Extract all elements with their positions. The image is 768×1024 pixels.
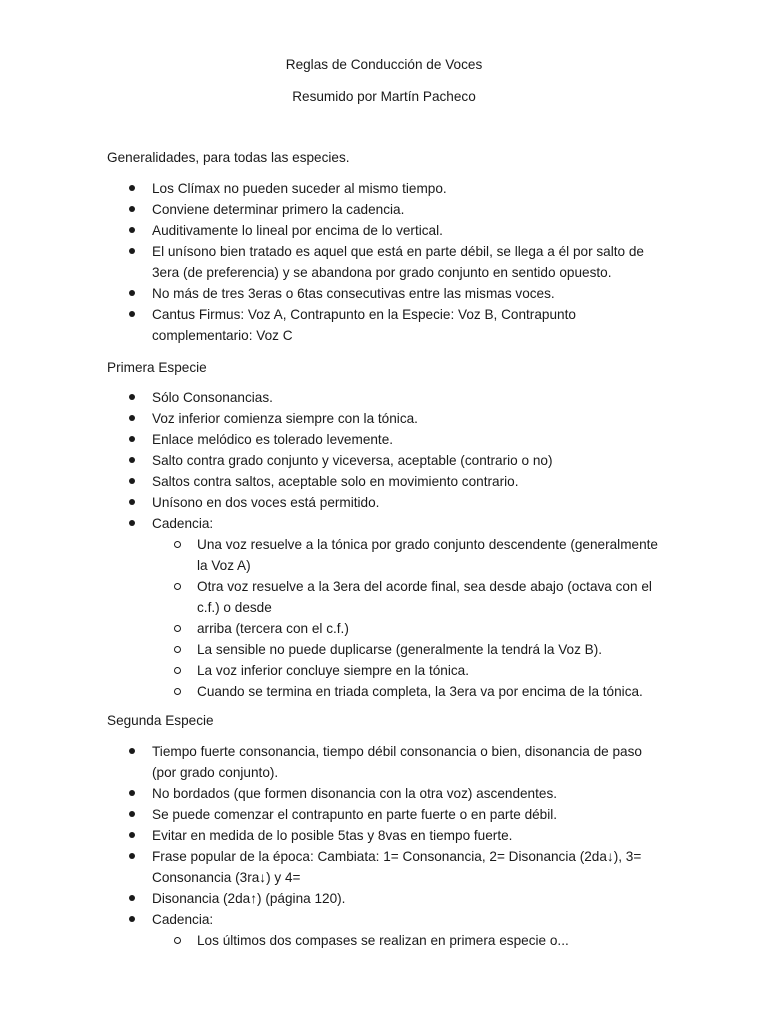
list-item: No bordados (que formen disonancia con la otra voz) ascendentes. — [0, 783, 768, 804]
sub-list-item: La voz inferior concluye siempre en la tónica. — [197, 660, 658, 681]
cadencia-sublist-segunda — [152, 930, 658, 951]
sub-list-item: Cuando se termina en triada completa, la 3era va por encima de la tónica. — [197, 681, 658, 702]
primera-especie-list — [0, 387, 768, 702]
bullet-icon — [129, 457, 135, 463]
bullet-icon — [129, 185, 135, 191]
bullet-icon — [129, 415, 135, 421]
list-item: Salto contra grado conjunto y viceversa, aceptable (contrario o no) — [0, 450, 768, 471]
circle-bullet-icon — [174, 667, 181, 674]
segunda-especie-list — [0, 741, 768, 951]
list-item: Los Clímax no pueden suceder al mismo tiempo. — [0, 178, 768, 199]
document-subtitle: Resumido por Martín Pacheco — [292, 89, 476, 104]
list-item: Cantus Firmus: Voz A, Contrapunto en la Especie: Voz B, Contrapunto complementario: Voz C — [0, 304, 768, 346]
bullet-icon — [129, 790, 135, 796]
sub-list-item: Una voz resuelve a la tónica por grado conjunto descendente (generalmente la Voz A) — [197, 534, 658, 576]
bullet-icon — [129, 520, 135, 526]
list-item: Voz inferior comienza siempre con la tónica. — [0, 408, 768, 429]
list-item: Disonancia (2da↑) (página 120). — [0, 888, 768, 909]
bullet-icon — [129, 290, 135, 296]
list-item: Cadencia: Una voz resuelve a la tónica por grado conjunto descendente (generalmente la Voz A) Otra voz resuelve a la 3era del acorde final, sea desde abajo (octava con el c.f.) o desde arriba (tercera con el c.f.) La sensible no puede duplicarse (generalmente la tendrá la Voz B). La voz inferior concluye siempre en la tónica. Cuando se termina en triada completa, la 3era va por encima de la tónica. — [0, 513, 768, 702]
bullet-icon — [129, 832, 135, 838]
bullet-icon — [129, 478, 135, 484]
bullet-icon — [129, 206, 135, 212]
bullet-icon — [129, 895, 135, 901]
list-item: Auditivamente lo lineal por encima de lo vertical. — [0, 220, 768, 241]
bullet-icon — [129, 748, 135, 754]
bullet-icon — [129, 248, 135, 254]
circle-bullet-icon — [174, 583, 181, 590]
list-item: Enlace melódico es tolerado levemente. — [0, 429, 768, 450]
list-item: No más de tres 3eras o 6tas consecutivas entre las mismas voces. — [0, 283, 768, 304]
list-item: Evitar en medida de lo posible 5tas y 8vas en tiempo fuerte. — [0, 825, 768, 846]
list-item: Unísono en dos voces está permitido. — [0, 492, 768, 513]
circle-bullet-icon — [174, 541, 181, 548]
list-item: Cadencia: Los últimos dos compases se realizan en primera especie o... — [0, 909, 768, 951]
circle-bullet-icon — [174, 937, 181, 944]
list-item: Frase popular de la época: Cambiata: 1= Consonancia, 2= Disonancia (2da↓), 3= Consonancia (3ra↓) y 4= — [0, 846, 768, 888]
sub-list-item: Los últimos dos compases se realizan en primera especie o... — [197, 930, 658, 951]
circle-bullet-icon — [174, 688, 181, 695]
section-heading-generalidades: Generalidades, para todas las especies. — [107, 150, 350, 165]
generalidades-list — [0, 178, 768, 346]
bullet-icon — [129, 811, 135, 817]
bullet-icon — [129, 436, 135, 442]
bullet-icon — [129, 916, 135, 922]
section-heading-segunda-especie: Segunda Especie — [107, 713, 214, 728]
list-item: Se puede comenzar el contrapunto en parte fuerte o en parte débil. — [0, 804, 768, 825]
bullet-icon — [129, 853, 135, 859]
sub-list-item: Otra voz resuelve a la 3era del acorde final, sea desde abajo (octava con el c.f.) o desde — [197, 576, 658, 618]
circle-bullet-icon — [174, 625, 181, 632]
sub-list-item: La sensible no puede duplicarse (generalmente la tendrá la Voz B). — [197, 639, 658, 660]
bullet-icon — [129, 499, 135, 505]
section-heading-primera-especie: Primera Especie — [107, 360, 207, 375]
cadencia-sublist — [152, 534, 658, 702]
sub-list-item: arriba (tercera con el c.f.) — [197, 618, 658, 639]
circle-bullet-icon — [174, 646, 181, 653]
list-item: Tiempo fuerte consonancia, tiempo débil consonancia o bien, disonancia de paso (por grado conjunto). — [0, 741, 768, 783]
list-item: Saltos contra saltos, aceptable solo en movimiento contrario. — [0, 471, 768, 492]
list-item: El unísono bien tratado es aquel que está en parte débil, se llega a él por salto de 3era (de preferencia) y se abandona por grado conjunto en sentido opuesto. — [0, 241, 768, 283]
list-item: Conviene determinar primero la cadencia. — [0, 199, 768, 220]
list-item: Sólo Consonancias. — [0, 387, 768, 408]
bullet-icon — [129, 394, 135, 400]
bullet-icon — [129, 311, 135, 317]
bullet-icon — [129, 227, 135, 233]
document-title: Reglas de Conducción de Voces — [285, 57, 483, 72]
